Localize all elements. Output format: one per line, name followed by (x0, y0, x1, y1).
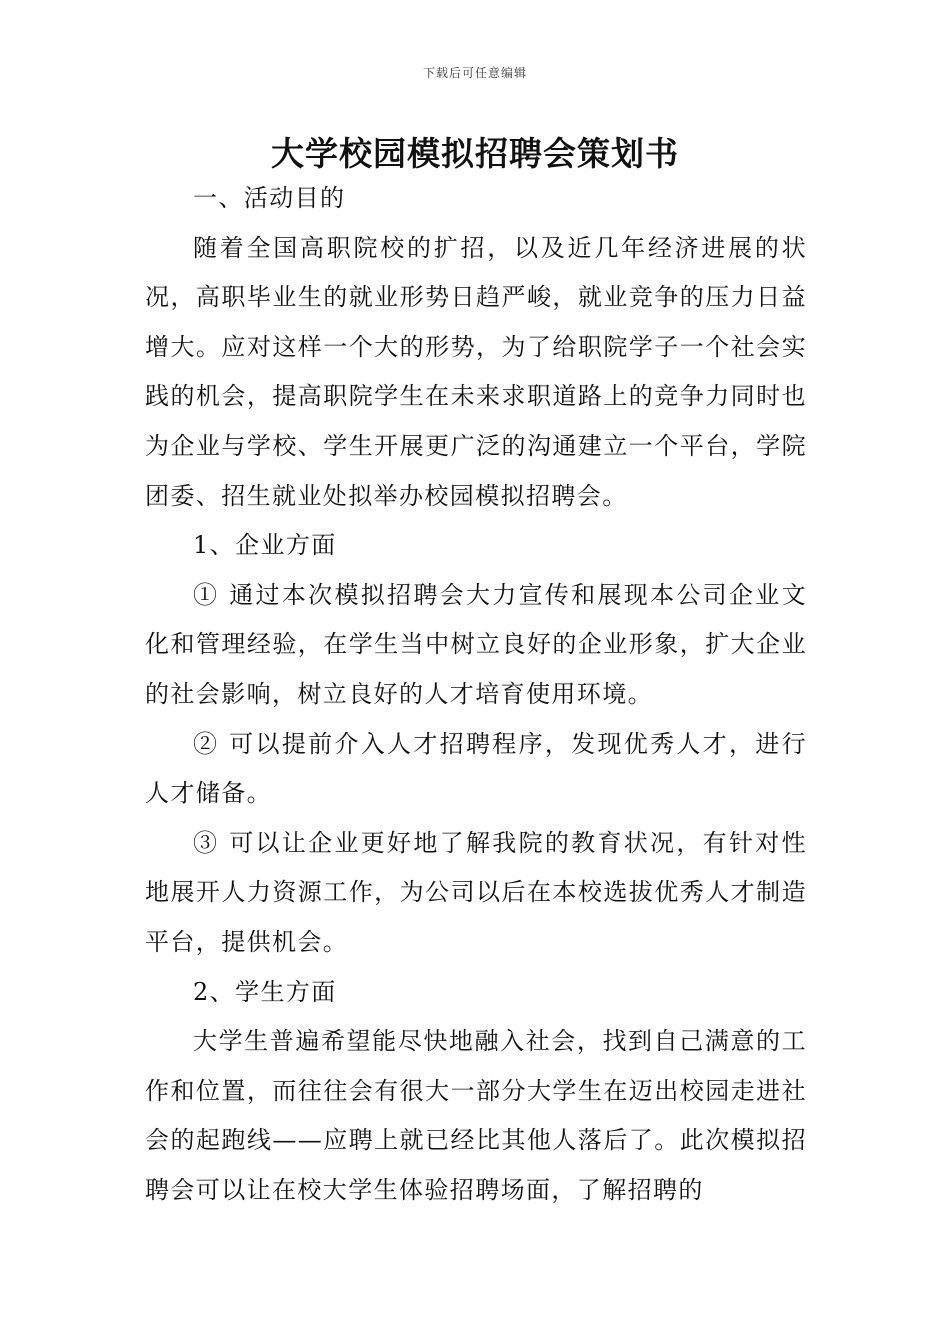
header-note: 下载后可任意编辑 (422, 66, 527, 80)
section-heading-purpose: 一、活动目的 (193, 184, 346, 212)
paragraph-enterprise-2: ② 可以提前介入人才招聘程序，发现优秀人才，进行人才储备。 (145, 729, 807, 808)
subheading-enterprise: 1、企业方面 (193, 531, 337, 560)
document-body (145, 174, 807, 1215)
paragraph-students: 大学生普遍希望能尽快地融入社会，找到自己满意的工作和位置，而往往会有很大一部分大学生在迈出校园走进社会的起跑线——应聘上就已经比其他人落后了。此次模拟招聘会可以让在校大学生体验招聘场面，了解招聘的 (145, 1027, 807, 1204)
subheading-students: 2、学生方面 (193, 977, 337, 1006)
paragraph-enterprise-1: ① 通过本次模拟招聘会大力宣传和展现本公司企业文化和管理经验，在学生当中树立良好的企业形象，扩大企业的社会影响，树立良好的人才培育使用环境。 (145, 580, 807, 708)
paragraph-enterprise-3: ③ 可以让企业更好地了解我院的教育状况，有针对性地展开人力资源工作，为公司以后在本校选拔优秀人才制造平台，提供机会。 (145, 828, 807, 956)
document-title: 大学校园模拟招聘会策划书 (271, 134, 679, 173)
paragraph-intro: 随着全国高职院校的扩招，以及近几年经济进展的状况，高职毕业生的就业形势日趋严峻，就业竞争的压力日益增大。应对这样一个大的形势，为了给职院学子一个社会实践的机会，提高职院学生在未来求职道路上的竞争力同时也为企业与学校、学生开展更广泛的沟通建立一个平台，学院团委、招生就业处拟举办校园模拟招聘会。 (145, 233, 807, 510)
